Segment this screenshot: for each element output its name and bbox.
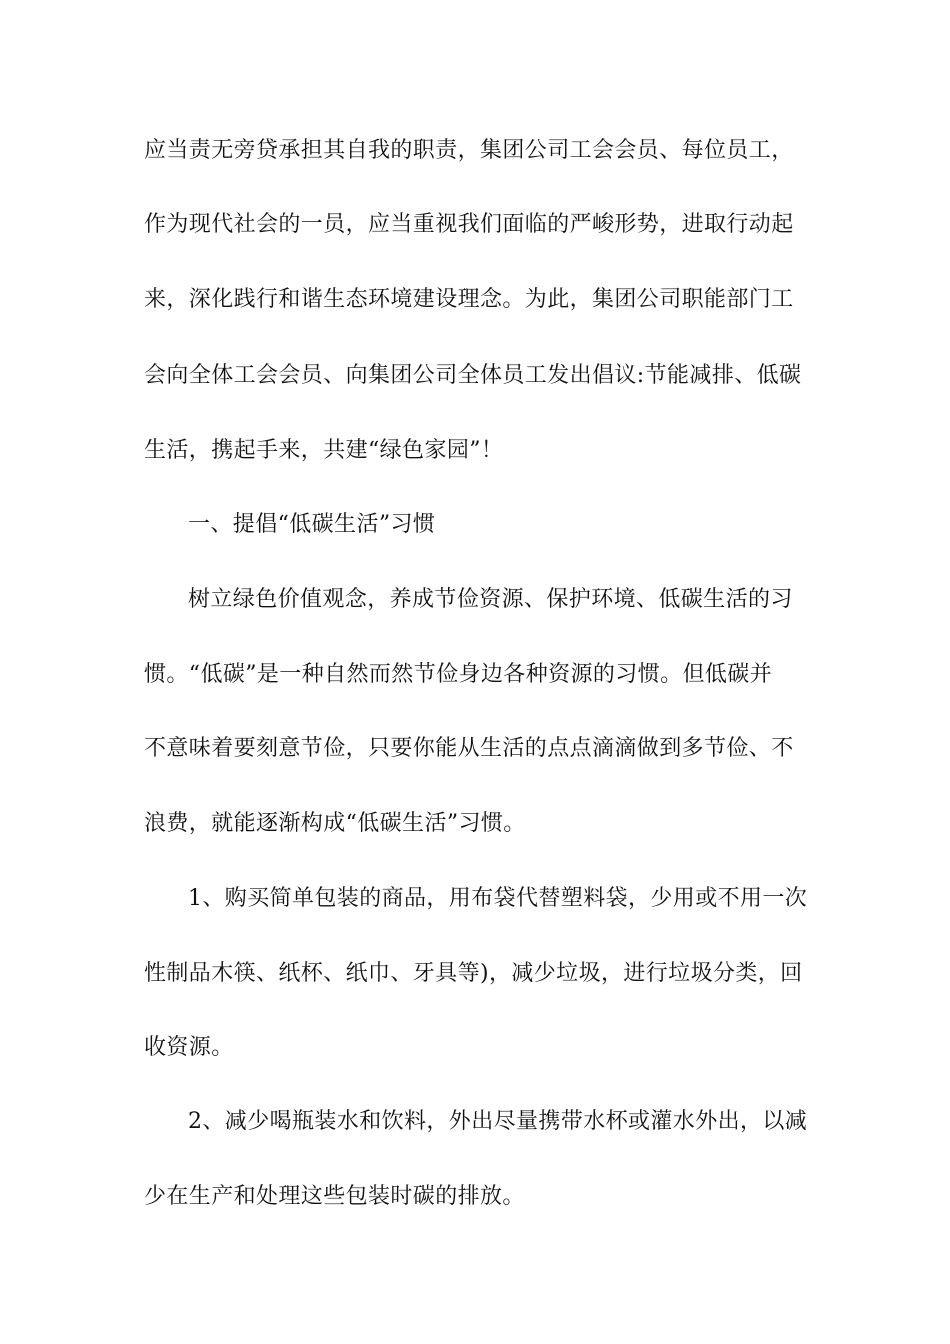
- paragraph-line: 应当责无旁贷承担其自我的职责，集团公司工会会员、每位员工，: [144, 138, 794, 163]
- section-heading: 一、提倡“低碳生活”习惯: [188, 512, 436, 537]
- list-item-line: 1、购买简单包装的商品，用布袋代替塑料袋，少用或不用一次: [188, 886, 808, 911]
- paragraph-line: 浪费，就能逐渐构成“低碳生活”习惯。: [144, 811, 526, 836]
- list-item-line: 2、减少喝瓶装水和饮料，外出尽量携带水杯或灌水外出，以减: [188, 1109, 808, 1134]
- list-item-line: 少在生产和处理这些包装时碳的排放。: [144, 1184, 525, 1209]
- paragraph-line: 来，深化践行和谐生态环境建设理念。为此，集团公司职能部门工: [144, 287, 794, 312]
- paragraph-line: 惯。“低碳”是一种自然而然节俭身边各种资源的习惯。但低碳并: [144, 662, 773, 687]
- paragraph-line: 不意味着要刻意节俭，只要你能从生活的点点滴滴做到多节俭、不: [144, 736, 794, 761]
- list-item-line: 收资源。: [144, 1035, 234, 1060]
- paragraph-line: 生活，携起手来，共建“绿色家园”！: [144, 438, 504, 463]
- paragraph-line: 作为现代社会的一员，应当重视我们面临的严峻形势，进取行动起: [144, 212, 794, 237]
- paragraph-line: 树立绿色价值观念，养成节俭资源、保护环境、低碳生活的习: [188, 587, 793, 612]
- list-item-line: 性制品木筷、纸杯、纸巾、牙具等)，减少垃圾，进行垃圾分类，回: [144, 961, 803, 986]
- paragraph-line: 会向全体工会会员、向集团公司全体员工发出倡议:节能减排、低碳: [144, 363, 802, 388]
